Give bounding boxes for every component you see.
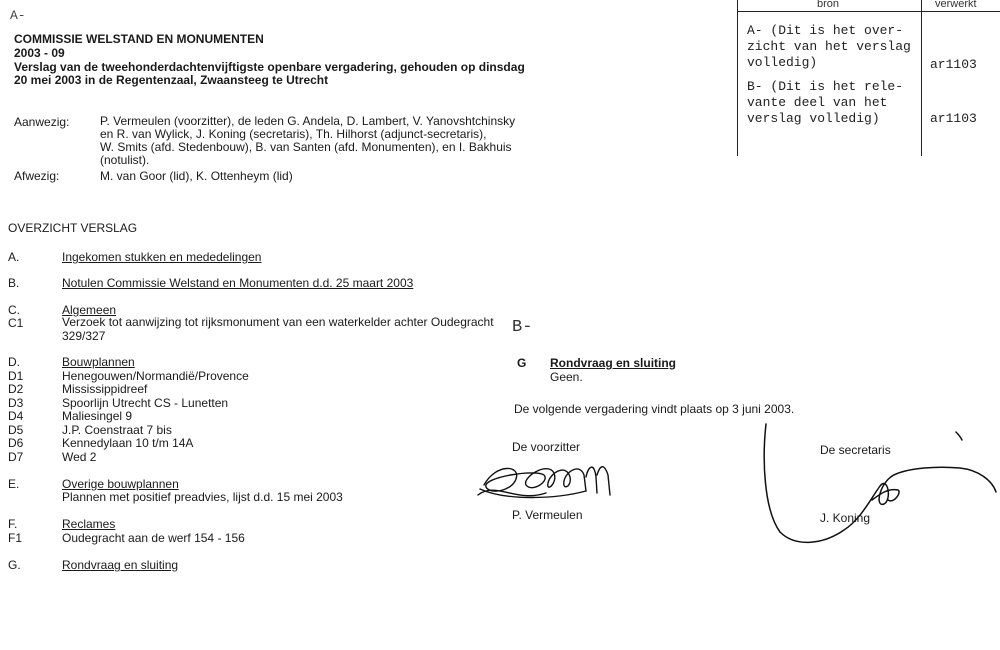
header-bron: bron xyxy=(817,0,840,10)
item-text: 329/327 xyxy=(62,329,106,343)
closing-text: Geen. xyxy=(550,370,583,384)
item-text: Kennedylaan 10 t/m 14A xyxy=(62,436,194,450)
section-title: Bouwplannen xyxy=(62,355,135,369)
item-text: Plannen met positief preadvies, lijst d.d. 15 mei 2003 xyxy=(62,490,343,504)
section-title: Overige bouwplannen xyxy=(62,477,179,491)
box-header-rule xyxy=(737,11,1000,12)
present-label: Aanwezig: xyxy=(14,115,70,129)
section-code: E. xyxy=(8,477,20,491)
margin-mark-a: A- xyxy=(10,8,26,23)
absent-label: Afwezig: xyxy=(14,169,60,183)
item-code: D2 xyxy=(8,382,24,396)
present-line: en R. van Wylick, J. Koning (secretaris), Th. Hilhorst (adjunct-secretaris), xyxy=(100,127,487,141)
secretary-label: De secretaris xyxy=(820,443,891,457)
overview-title: OVERZICHT VERSLAG xyxy=(8,221,138,235)
bron-b-line: verslag volledig) xyxy=(747,111,880,126)
item-code: D4 xyxy=(8,409,24,423)
present-line: (notulist). xyxy=(100,153,150,167)
chair-label: De voorzitter xyxy=(512,440,581,454)
verwerkt-b-code: ar1103 xyxy=(930,111,977,126)
item-text: Oudegracht aan de werf 154 - 156 xyxy=(62,531,245,545)
secretary-name: J. Koning xyxy=(820,511,871,525)
bron-a-line: A- (Dit is het over- xyxy=(747,23,904,38)
item-code: D1 xyxy=(8,369,24,383)
item-text: Verzoek tot aanwijzing tot rijksmonument van een waterkelder achter Oudegracht xyxy=(62,315,494,329)
subtitle-line-1: Verslag van de tweehonderdachtenvijftigste openbare vergadering, gehouden op dinsdag xyxy=(14,60,525,74)
section-code: G. xyxy=(8,558,21,572)
item-text: J.P. Coenstraat 7 bis xyxy=(62,423,172,437)
item-code: D3 xyxy=(8,396,24,410)
item-code: F1 xyxy=(8,531,23,545)
bron-a-line: volledig) xyxy=(747,55,818,70)
margin-mark-b: B- xyxy=(512,318,533,337)
chair-name: P. Vermeulen xyxy=(512,508,583,522)
absent-text: M. van Goor (lid), K. Ottenheym (lid) xyxy=(100,169,293,183)
section-code: B. xyxy=(8,276,20,290)
bron-b-line: vante deel van het xyxy=(747,95,888,110)
next-meeting: De volgende vergadering vindt plaats op 3 juni 2003. xyxy=(514,402,795,416)
present-line: W. Smits (afd. Stedenbouw), B. van Santen (afd. Monumenten), en I. Bakhuis xyxy=(100,140,512,154)
item-text: Wed 2 xyxy=(62,450,97,464)
item-code: D5 xyxy=(8,423,24,437)
item-text: Spoorlijn Utrecht CS - Lunetten xyxy=(62,396,229,410)
org-title: COMMISSIE WELSTAND EN MONUMENTEN xyxy=(14,32,264,46)
item-text: Maliesingel 9 xyxy=(62,409,133,423)
present-line: P. Vermeulen (voorzitter), de leden G. Andela, D. Lambert, V. Yanovshtchinsky xyxy=(100,114,516,128)
item-text: Mississippidreef xyxy=(62,382,148,396)
item-code: C1 xyxy=(8,316,24,330)
verwerkt-a-code: ar1103 xyxy=(930,57,977,72)
section-code: C. xyxy=(8,303,20,317)
closing-code: G xyxy=(517,356,527,370)
subtitle-line-2: 20 mei 2003 in de Regentenzaal, Zwaansteeg te Utrecht xyxy=(14,73,329,87)
section-title: Ingekomen stukken en mededelingen xyxy=(62,250,262,264)
section-title: Rondvraag en sluiting xyxy=(62,558,179,572)
meeting-ref: 2003 - 09 xyxy=(14,46,65,60)
header-verwerkt: verwerkt xyxy=(935,0,977,10)
secretary-signature xyxy=(760,420,1000,550)
section-title: Algemeen xyxy=(62,303,117,317)
item-code: D6 xyxy=(8,436,24,450)
closing-title: Rondvraag en sluiting xyxy=(550,356,677,370)
item-code: D7 xyxy=(8,450,24,464)
chair-signature xyxy=(476,455,636,510)
bron-a-line: zicht van het verslag xyxy=(747,39,911,54)
section-code: D. xyxy=(8,355,20,369)
bron-b-line: B- (Dit is het rele- xyxy=(747,79,904,94)
section-code: F. xyxy=(8,517,18,531)
section-title: Notulen Commissie Welstand en Monumenten d.d. 25 maart 2003 xyxy=(62,276,414,290)
section-title: Reclames xyxy=(62,517,116,531)
section-code: A. xyxy=(8,250,20,264)
box-col-divider xyxy=(921,0,922,156)
box-left-border xyxy=(737,0,738,156)
item-text: Henegouwen/Normandië/Provence xyxy=(62,369,249,383)
